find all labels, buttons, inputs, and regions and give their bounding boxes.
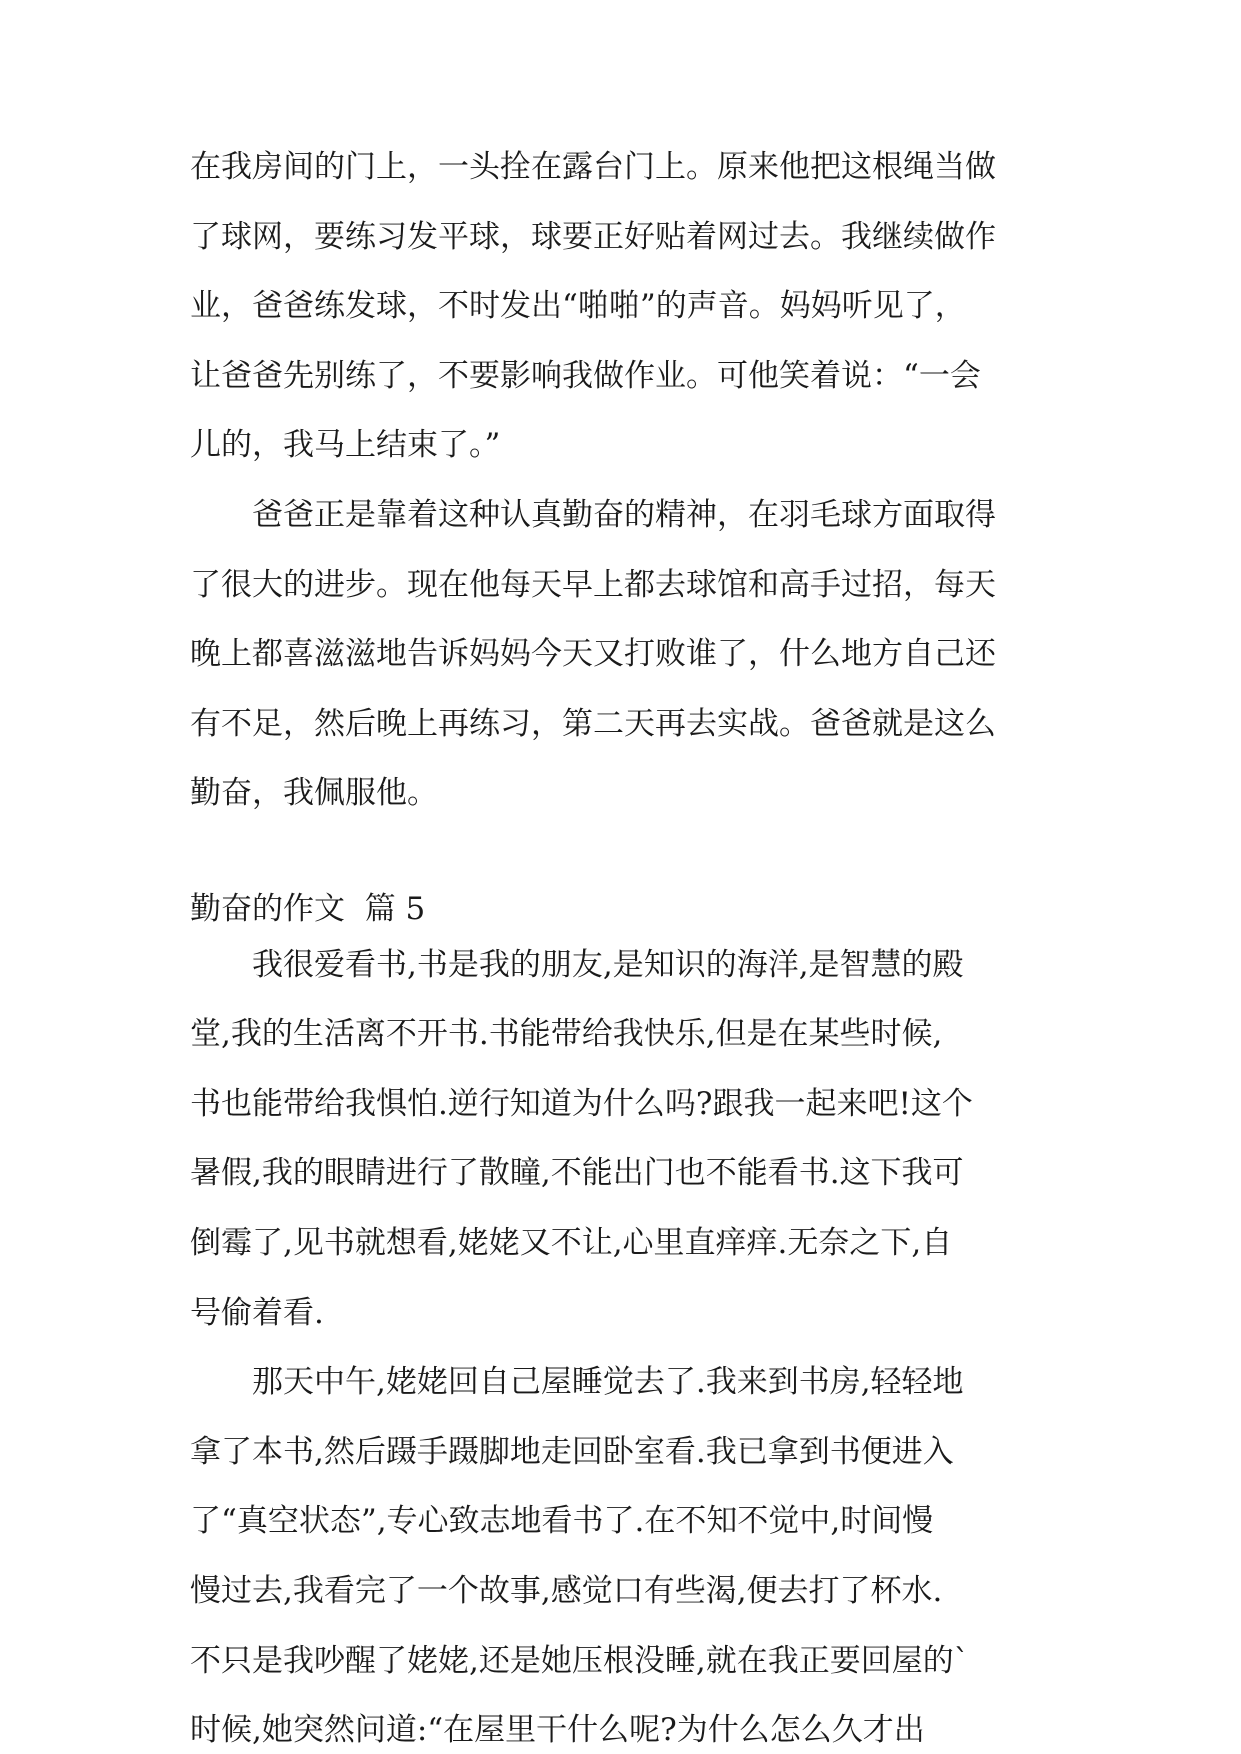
text-line: 了球网，要练习发平球，球要正好贴着网过去。我继续做作: [190, 219, 996, 255]
text-line: 暑假,我的眼睛进行了散瞳,不能出门也不能看书.这下我可: [190, 1155, 964, 1191]
text-line: 那天中午,姥姥回自己屋睡觉去了.我来到书房,轻轻地: [252, 1364, 964, 1400]
text-line: 书也能带给我惧怕.逆行知道为什么吗?跟我一起来吧!这个: [190, 1086, 973, 1122]
text-line: 勤奋，我佩服他。: [190, 775, 438, 811]
text-line: 时候,她突然问道:“在屋里干什么呢?为什么怎么久才出: [190, 1712, 925, 1748]
text-line: 让爸爸先别练了，不要影响我做作业。可他笑着说：“一会: [190, 358, 981, 394]
text-line: 慢过去,我看完了一个故事,感觉口有些渴,便去打了杯水.: [190, 1573, 943, 1609]
text-line: 倒霉了,见书就想看,姥姥又不让,心里直痒痒.无奈之下,自: [190, 1225, 953, 1261]
text-line: 不只是我吵醒了姥姥,还是她压根没睡,就在我正要回屋的`: [190, 1643, 970, 1679]
text-line: 在我房间的门上，一头拴在露台门上。原来他把这根绳当做: [190, 149, 996, 185]
text-line: 我很爱看书,书是我的朋友,是知识的海洋,是智慧的殿: [252, 947, 964, 983]
text-line: 堂,我的生活离不开书.书能带给我快乐,但是在某些时候,: [190, 1016, 943, 1052]
text-line: 了“真空状态”,专心致志地看书了.在不知不觉中,时间慢: [190, 1503, 934, 1539]
text-line: 爸爸正是靠着这种认真勤奋的精神，在羽毛球方面取得: [252, 497, 996, 533]
text-line: 号偷着看.: [190, 1295, 324, 1331]
text-line: 拿了本书,然后蹑手蹑脚地走回卧室看.我已拿到书便进入: [190, 1434, 954, 1470]
text-line: 晚上都喜滋滋地告诉妈妈今天又打败谁了，什么地方自己还: [190, 636, 996, 672]
text-line: 业，爸爸练发球，不时发出“啪啪”的声音。妈妈听见了，: [190, 288, 966, 324]
text-line: 儿的，我马上结束了。”: [190, 427, 501, 463]
text-line: 了很大的进步。现在他每天早上都去球馆和高手过招，每天: [190, 567, 996, 603]
text-line: 有不足，然后晚上再练习，第二天再去实战。爸爸就是这么: [190, 706, 996, 742]
section-heading: 勤奋的作文 篇 5: [190, 891, 426, 927]
